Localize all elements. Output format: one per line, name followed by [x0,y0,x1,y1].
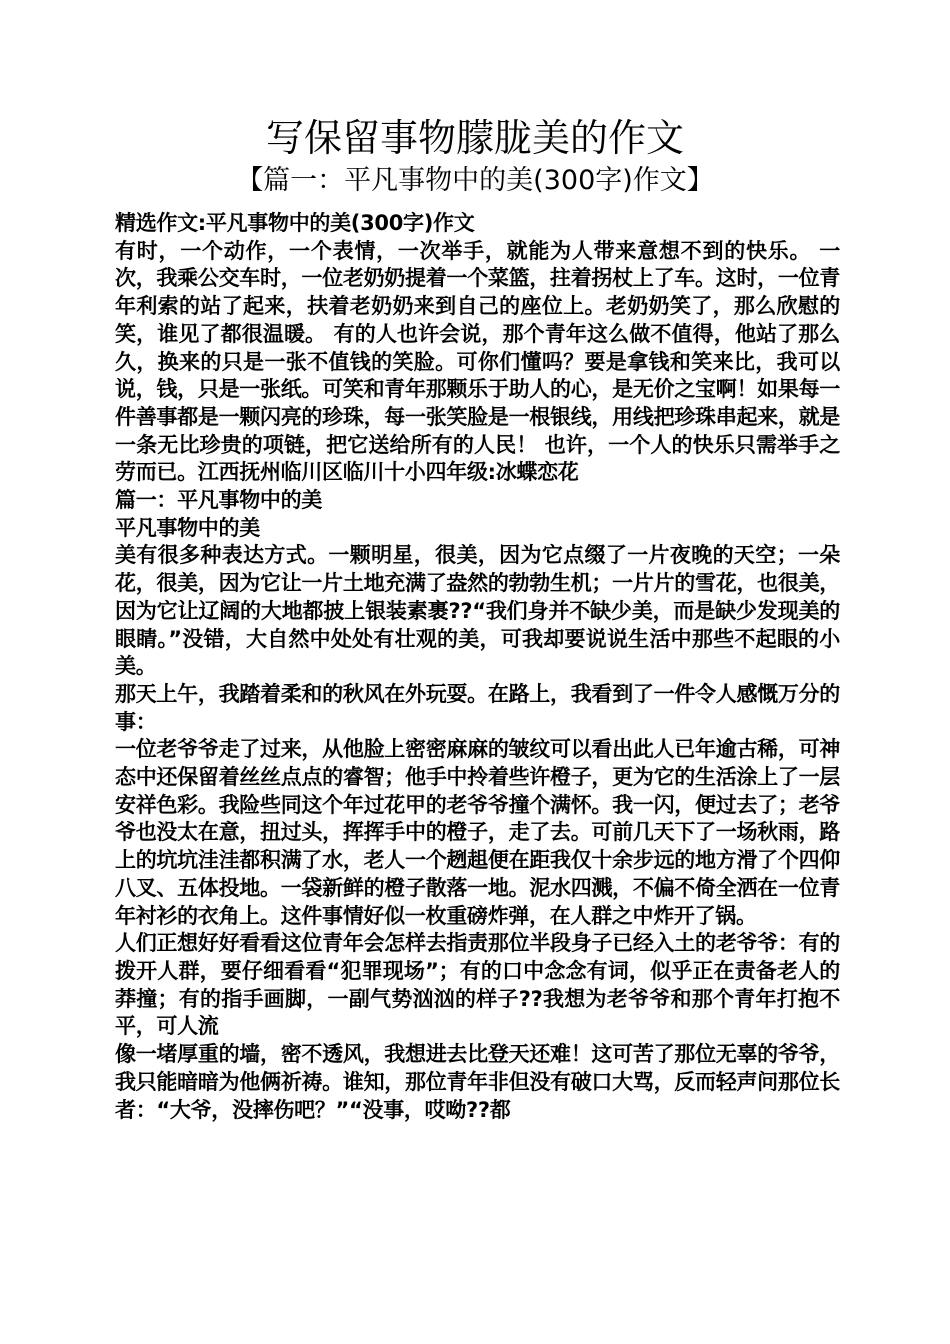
paragraph: 像一堵厚重的墙，密不透风，我想进去比登天还难！这可苦了那位无辜的爷爷，我只能暗暗为他俩祈祷。谁知，那位青年非但没有破口大骂，反而轻声问那位长者：“大爷，没摔伤吧？”“没事，哎呦??都 [115,1042,840,1122]
paragraph: 那天上午，我踏着柔和的秋风在外玩耍。在路上，我看到了一件令人感慨万分的事： [115,681,840,734]
paragraph: 精选作文:平凡事物中的美(300字)作文 [115,211,475,235]
paragraph: 平凡事物中的美 [115,515,260,540]
document-subtitle: 【篇一：平凡事物中的美(300字)作文】 [236,165,714,196]
document-title: 写保留事物朦胧美的作文 [265,116,684,160]
document-body [115,210,840,1124]
paragraph: 人们正想好好看看这位青年会怎样去指责那位半段身子已经入土的老爷爷：有的拨开人群，要仔细看看“犯罪现场”；有的口中念念有词，似乎正在责备老人的莽撞；有的指手画脚，一副气势汹汹的样子??我想为老爷爷和那个青年打抱不平，可人流 [115,931,840,1039]
paragraph: 篇一：平凡事物中的美 [115,488,322,513]
paragraph: 美有很多种表达方式。一颗明星，很美，因为它点缀了一片夜晚的天空；一朵花，很美，因为它让一片土地充满了盎然的勃勃生机；一片片的雪花，也很美，因为它让辽阔的大地都披上银装素裹??“我们身并不缺少美，而是缺少发现美的眼睛。”没错，大自然中处处有壮观的美，可我却要说说生活中那些不起眼的小美。 [115,543,840,679]
paragraph: 一位老爷爷走了过来，从他脸上密密麻麻的皱纹可以看出此人已年逾古稀，可神态中还保留着丝丝点点的睿智；他手中拎着些许橙子，更为它的生活涂上了一层安祥色彩。我险些同这个年过花甲的老爷爷撞个满怀。我一闪，便过去了；老爷爷也没太在意，扭过头，挥挥手中的橙子，走了去。可前几天下了一场秋雨，路上的坑坑洼洼都积满了水，老人一个趔趄便在距我仅十余步远的地方滑了个四仰八叉、五体投地。一袋新鲜的橙子散落一地。泥水四溅，不偏不倚全洒在一位青年衬衫的衣角上。这件事情好似一枚重磅炸弹，在人群之中炸开了锅。 [115,737,840,928]
paragraph: 有时，一个动作，一个表情，一次举手，就能为人带来意想不到的快乐。 一次，我乘公交车时，一位老奶奶提着一个菜篮，拄着拐杖上了车。这时，一位青年利索的站了起来，扶着老奶奶来到自己的座位上。老奶奶笑了，那么欣慰的笑，谁见了都很温暖。 有的人也许会说，那个青年这么做不值得，他站了那么久，换来的只是一张不值钱的笑脸。可你们懂吗？要是拿钱和笑来比，我可以说，钱，只是一张纸。可笑和青年那颗乐于助人的心，是无价之宝啊！如果每一件善事都是一颗闪亮的珍珠，每一张笑脸是一根银线，用线把珍珠串起来，就是一条无比珍贵的项链，把它送给所有的人民！ 也许，一个人的快乐只需举手之劳而已。江西抚州临川区临川十小四年级:冰蝶恋花 [115,238,840,485]
